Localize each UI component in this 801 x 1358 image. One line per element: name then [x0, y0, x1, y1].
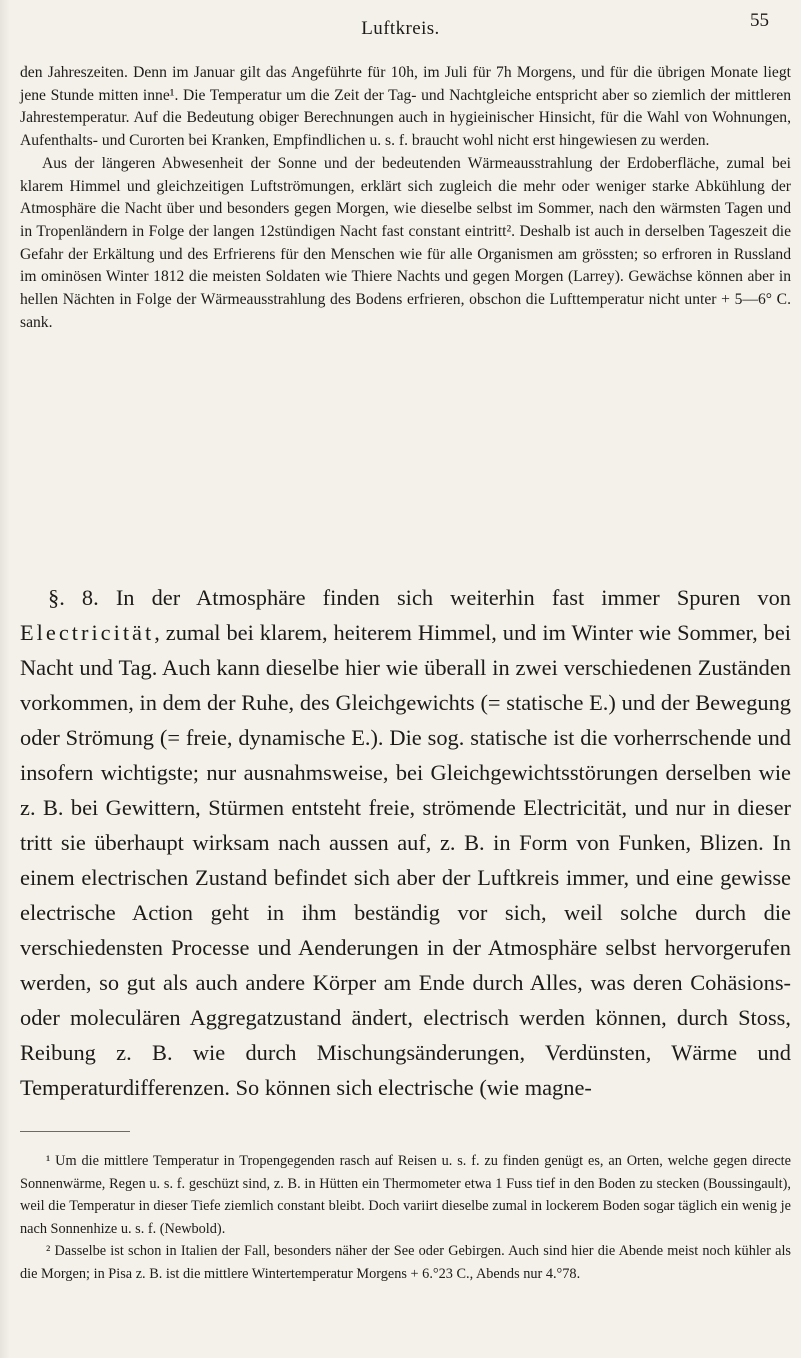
paragraph-night-cooling: Aus der längeren Abwesenheit der Sonne und der bedeutenden Wärmeausstrahlung der Erdoberfläche, zumal bei klarem Himmel und gleichzeitigen Luftströmungen, erklärt sich zugleich die mehr oder weniger starke Abkühlung der Atmosphäre die Nacht über und besonders gegen Morgen, wie dieselbe selbst im Sommer, nach den wärmsten Tagen und in Tropenländern in Folge der langen 12stündigen Nacht fast constant eintritt². Deshalb ist auch in derselben Tageszeit die Gefahr der Erkältung und des Erfrierens für den Menschen wie für alle Organismen am grössten; so erfroren in Russland im ominösen Winter 1812 die meisten Soldaten wie Thiere Nachts und gegen Morgen (Larrey). Gewächse können aber in hellen Nächten in Folge der Wärmeausstrahlung des Bodens erfrieren, obschon die Lufttemperatur nicht unter + 5—6° C. sank.: [20, 154, 791, 331]
page-edge-shadow: [0, 0, 10, 1358]
footnotes: [20, 1150, 791, 1286]
page-header: [0, 8, 801, 39]
section-number: §. 8.: [48, 585, 99, 610]
section-keyword: Electricität: [20, 620, 155, 645]
footnote-1: ¹ Um die mittlere Temperatur in Tropengegenden rasch auf Reisen u. s. f. zu finden genügt es, an Orten, welche gegen directe Sonnenwärme, Regen u. s. f. geschüzt sind, z. B. in Hütten ein Thermometer etwa 1 Fuss tief in den Boden zu stecken (Boussingault), weil die Temperatur in dieser Tiefe ziemlich constant bleibt. Doch variirt dieselbe zumal in lockerem Boden sogar täglich ein wenig je nach Sonnenhize u. s. f. (Newbold).: [20, 1153, 791, 1237]
section-text: , zumal bei klarem, heiterem Himmel, und im Winter wie Sommer, bei Nacht und Tag. Auch kann dieselbe hier wie überall in zwei verschiedenen Zuständen vorkommen, in dem der Ruhe, des Gleichgewichts (= statische E.) und der Bewegung oder Strömung (= freie, dynamische E.). Die sog. statische ist die vorherrschende und insofern wichtigste; nur ausnahmsweise, bei Gleichgewichtsstörungen derselben wie z. B. bei Gewittern, Stürmen entsteht freie, strömende Electricität, und nur in dieser tritt sie überhaupt wirksam nach aussen auf, z. B. in Form von Funken, Blizen. In einem electrischen Zustand befindet sich aber der Luftkreis immer, und eine gewisse electrische Action geht in ihm beständig vor sich, weil solche durch die verschiedensten Processe und Aenderungen in der Atmosphäre selbst hervorgerufen werden, so gut als auch andere Körper am Ende durch Alles, was deren Cohäsions- oder moleculären Aggregatzustand ändert, electrisch werden können, durch Stoss, Reibung z. B. wie durch Mischungsänderungen, Verdünsten, Wärme und Temperaturdifferenzen. So können sich electrische (wie magne-: [20, 620, 791, 1100]
footnote-rule: [20, 1131, 130, 1132]
small-print-text: [20, 62, 791, 334]
page-number: 55: [750, 10, 769, 31]
paragraph-continuation: den Jahreszeiten. Denn im Januar gilt das Angeführte für 10h, im Juli für 7h Morgens, und für die übrigen Monate liegt jene Stunde mitten inne¹. Die Temperatur um die Zeit der Tag- und Nachtgleiche entspricht aber so ziemlich der mittleren Jahrestemperatur. Auf die Bedeutung obiger Berechnungen auch in hygieinischer Hinsicht, für die Wahl von Wohnungen, Aufenthalts- und Curorten bei Kranken, Empfindlichen u. s. f. braucht wohl nicht erst hingewiesen zu werden.: [20, 64, 791, 150]
section-electricity: [20, 580, 791, 1105]
section-paragraph: [20, 580, 791, 1105]
section-lead: In der Atmosphäre finden sich weiterhin fast immer Spuren von: [115, 585, 791, 610]
footnote-2: ² Dasselbe ist schon in Italien der Fall, besonders näher der See oder Gebirgen. Auch sind hier die Abende meist noch kühler als die Morgen; in Pisa z. B. ist die mittlere Wintertemperatur Morgens + 6.°23 C., Abends nur 4.°78.: [20, 1243, 791, 1282]
running-title: Luftkreis.: [361, 18, 440, 39]
